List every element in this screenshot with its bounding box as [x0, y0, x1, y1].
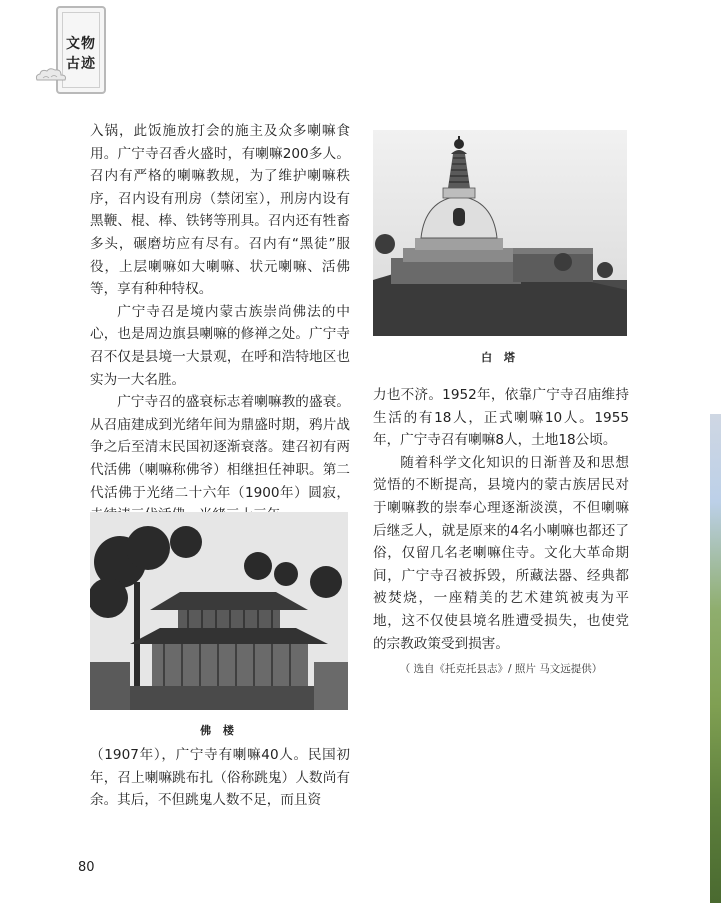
page-number: 80 — [78, 860, 95, 875]
paragraph: 力也不济。1952年，依靠广宁寺召庙维持生活的有18人，正式喇嘛10人。1955年，广宁寺召有喇嘛8人，土地18公顷。 — [373, 387, 629, 449]
cloud-ornament-icon — [34, 66, 68, 84]
white-pagoda-photo — [373, 130, 627, 336]
section-badge-line1: 文物 — [66, 36, 96, 52]
source-note: （ 选自《托克托县志》/ 照片 马文远提供） — [399, 663, 603, 675]
facing-page-edge — [710, 414, 721, 903]
paragraph: 广宁寺召是境内蒙古族崇尚佛法的中心，也是周边旗县喇嘛的修禅之处。广宁寺召不仅是县境一大景观，在呼和浩特地区也实为一大名胜。 — [90, 303, 350, 388]
buddha-hall-caption: 佛 楼 — [200, 724, 238, 737]
paragraph: 广宁寺召的盛衰标志着喇嘛教的盛衰。从召庙建成到光绪年间为鼎盛时期，鸦片战争之后至清末民国初逐渐衰落。建召初有两代活佛（喇嘛称佛爷）相继担任神职。第二代活佛于光绪二十六年（1900年）圆寂， — [90, 394, 350, 501]
left-column-top-text — [90, 120, 350, 527]
right-column-text — [373, 384, 629, 655]
buddha-hall-photo — [90, 512, 348, 710]
paragraph: 入锅，此饭施放打会的施主及众多喇嘛食用。广宁寺召香火盛时，有喇嘛200多人。召内有严格的喇嘛教规，为了维护喇嘛秩序，召内设有刑房（禁闭室），刑房内设有黑鞭、棍、棒、铁铐等刑具。召内还有牲畜多头，碾磨坊应有尽有。召内有“黑徒”服役，上层喇嘛如大喇嘛、状元喇嘛、活佛等，享有种种特权。 — [90, 123, 350, 298]
section-badge-line2: 古迹 — [66, 56, 96, 72]
white-pagoda-caption: 白 塔 — [481, 351, 519, 364]
paragraph: 随着科学文化知识的日渐普及和思想觉悟的不断提高，县境内的蒙古族居民对于喇嘛教的崇奉心理逐渐淡漠，不但喇嘛后继乏人，就是原来的4名小喇嘛也都还了俗，仅留几名老喇嘛住寺。文化大革命期间，广宁寺召被拆毁，所藏法器、经典都被焚烧，一座精美的艺术建筑被夷为平地，这不仅使县境名胜遭受损失，也使党的宗教政策受到损害。 — [373, 454, 629, 652]
paragraph: （1907年），广宁寺有喇嘛40人。民国初年，召上喇嘛跳布扎（俗称跳鬼）人数尚有余。其后，不但跳鬼人数不足，而且资 — [90, 747, 350, 809]
left-column-bottom-text — [90, 744, 350, 812]
